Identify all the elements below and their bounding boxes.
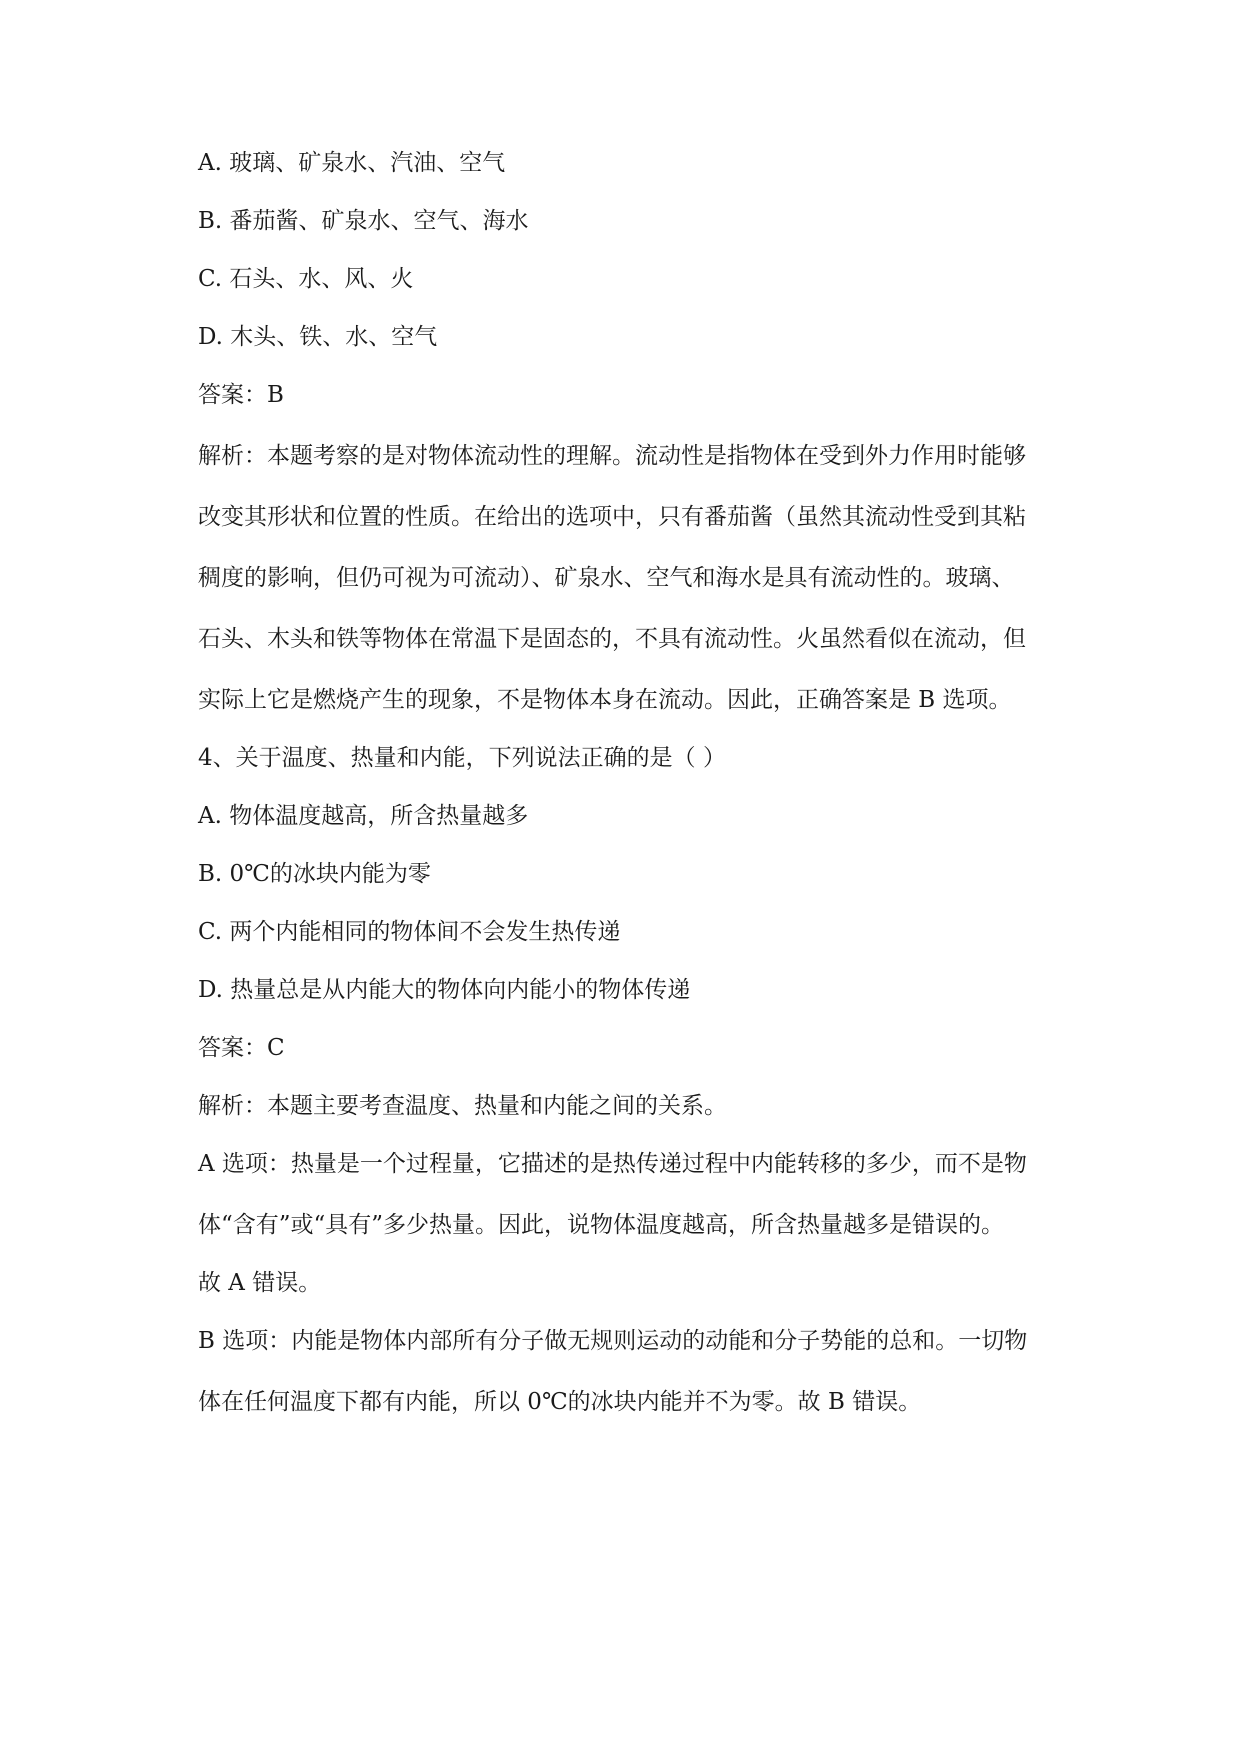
q4-question: 4、关于温度、热量和内能，下列说法正确的是（ ） — [198, 745, 726, 771]
q4-analysis-a-line: A 选项：热量是一个过程量，它描述的是热传递过程中内能转移的多少，而不是物 — [198, 1151, 1027, 1177]
q4-answer: 答案：C — [198, 1035, 285, 1061]
q3-analysis-line: 稠度的影响，但仍可视为可流动）、矿泉水、空气和海水是具有流动性的。玻璃、 — [198, 565, 1015, 591]
q4-analysis-a-line: 故 A 错误。 — [198, 1270, 322, 1296]
q3-answer: 答案：B — [198, 382, 284, 408]
q4-analysis-intro: 解析：本题主要考查温度、热量和内能之间的关系。 — [198, 1093, 727, 1119]
q3-option-b: B. 番茄酱、矿泉水、空气、海水 — [198, 208, 529, 234]
q4-option-a: A. 物体温度越高，所含热量越多 — [198, 803, 529, 829]
q4-option-c: C. 两个内能相同的物体间不会发生热传递 — [198, 919, 621, 945]
q3-analysis-line: 解析：本题考察的是对物体流动性的理解。流动性是指物体在受到外力作用时能够 — [198, 443, 1026, 469]
q3-option-d: D. 木头、铁、水、空气 — [198, 324, 438, 350]
q4-analysis-a-line: 体“含有”或“具有”多少热量。因此，说物体温度越高，所含热量越多是错误的。 — [198, 1212, 1005, 1238]
q3-option-a: A. 玻璃、矿泉水、汽油、空气 — [198, 150, 506, 176]
q4-option-b: B. 0℃的冰块内能为零 — [198, 861, 431, 887]
q4-analysis-b-line: 体在任何温度下都有内能，所以 0℃的冰块内能并不为零。故 B 错误。 — [198, 1389, 922, 1415]
q3-analysis-line: 改变其形状和位置的性质。在给出的选项中，只有番茄酱（虽然其流动性受到其粘 — [198, 504, 1026, 530]
q3-analysis-line: 实际上它是燃烧产生的现象，不是物体本身在流动。因此，正确答案是 B 选项。 — [198, 687, 1012, 713]
q4-analysis-b-line: B 选项：内能是物体内部所有分子做无规则运动的动能和分子势能的总和。一切物 — [198, 1328, 1028, 1354]
q3-analysis-line: 石头、木头和铁等物体在常温下是固态的，不具有流动性。火虽然看似在流动，但 — [198, 626, 1026, 652]
q4-option-d: D. 热量总是从内能大的物体向内能小的物体传递 — [198, 977, 691, 1003]
q3-option-c: C. 石头、水、风、火 — [198, 266, 414, 292]
